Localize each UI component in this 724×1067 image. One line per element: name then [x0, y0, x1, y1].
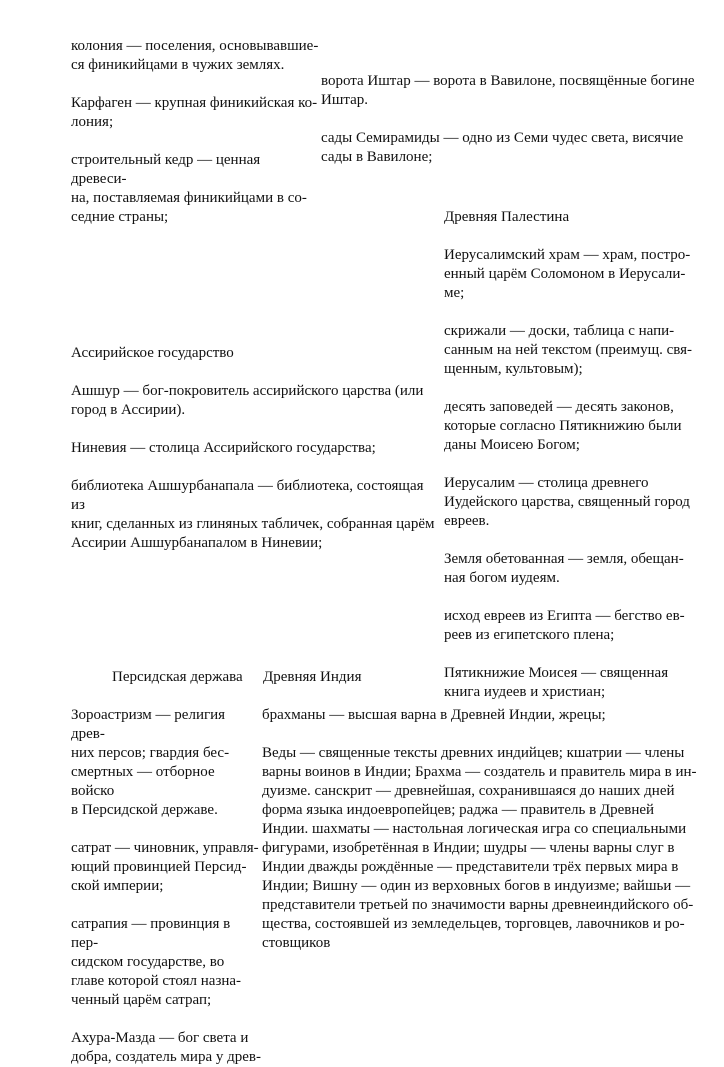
term-ishtar-gate: ворота Иштар — ворота в Вавилоне, посвящённые богине Иштар. — [321, 73, 695, 108]
persia-section — [71, 706, 261, 1067]
term-cedar: строительный кедр — ценная древеси- на, поставляемая финикийцами в со- седние страны; — [71, 152, 307, 225]
term-semiramis-gardens: сады Семирамиды — одно из Семи чудес света, висячие сады в Вавилоне; — [321, 130, 684, 165]
term-nineveh: Ниневия — столица Ассирийского государства; — [71, 440, 376, 456]
india-section — [262, 706, 704, 953]
term-promised-land: Земля обетованная — земля, обещан- ная богом иудеям. — [444, 551, 684, 586]
section-title-palestine: Древняя Палестина — [444, 209, 570, 225]
term-ten-commandments: десять заповедей — десять законов, которые согласно Пятикнижию были даны Моисею Богом; — [444, 399, 682, 453]
section-title-persia: Персидская держава — [112, 669, 243, 685]
term-satrapy: сатрапия — провинция в пер- сидском государстве, во главе которой стоял назна- ченный царём сатрап; — [71, 916, 242, 1008]
section-title-assyria: Ассирийское государство — [71, 345, 234, 361]
term-satrat: сатрат — чиновник, управля- ющий провинцией Персид- ской империи; — [71, 840, 259, 894]
palestine-section — [444, 208, 706, 702]
term-exodus: исход евреев из Египта — бегство ев- реев из египетского плена; — [444, 608, 685, 643]
assyria-section — [71, 344, 441, 553]
term-tablets: скрижали — доски, таблица с напи- санным на ней текстом (преимущ. свя- щенным, культовым); — [444, 323, 693, 377]
term-colony: колония — поселения, основывавшие- ся финикийцами в чужих землях. — [71, 38, 319, 73]
section-title-india: Древняя Индия — [263, 669, 362, 685]
term-jerusalem-temple: Иерусалимский храм — храм, постро- енный царём Соломоном в Иерусали- ме; — [444, 247, 691, 301]
term-pentateuch: Пятикнижие Моисея — священная книга иудеев и христиан; — [444, 665, 669, 700]
term-zoroastrianism: Зороастризм — религия древ- них персов; гвардия бес- смертных — отборное войско в Персидской державе. — [71, 707, 230, 818]
term-ashurbanipal-library: библиотека Ашшурбанапала — библиотека, состоящая из книг, сделанных из глиняных табличек, собранная царём Ассирии Ашшурбанапалом в Ниневии; — [71, 478, 435, 551]
term-jerusalem: Иерусалим — столица древнего Иудейского царства, священный город евреев. — [444, 475, 690, 529]
term-carthage: Карфаген — крупная финикийская ко- лония; — [71, 95, 318, 130]
babylon-terms — [321, 72, 701, 167]
term-brahmins: брахманы — высшая варна в Древней Индии, жрецы; — [262, 707, 606, 723]
phoenicia-terms — [71, 37, 319, 227]
term-vedas-and-more: Веды — священные тексты древних индийцев; кшатрии — члены варны воинов в Индии; Брахма — создатель и правитель мира в ин- дуизме. санскрит — древнейшая, сохранившаяся до наших дней форма языка индоевропейцев; раджа — правитель в Древней Индии. шахматы — настольная логическая игра со специальными фигурами, изобретённая в Индии; шудры — члены варны слуг в Индии дважды рождённые — представители трёх первых мира в Индии; Вишну — один из верховных богов в индуизме; вайшьи — представители третьей по значимости варны древнеиндийского об- щества, состоявшей из земледельцев, торговцев, лавочников и ро- стовщиков — [262, 745, 697, 951]
term-ahura-mazda: Ахура-Мазда — бог света и добра, создатель мира у древ- — [71, 1030, 261, 1065]
term-ashur: Ашшур — бог-покровитель ассирийского царства (или город в Ассирии). — [71, 383, 424, 418]
